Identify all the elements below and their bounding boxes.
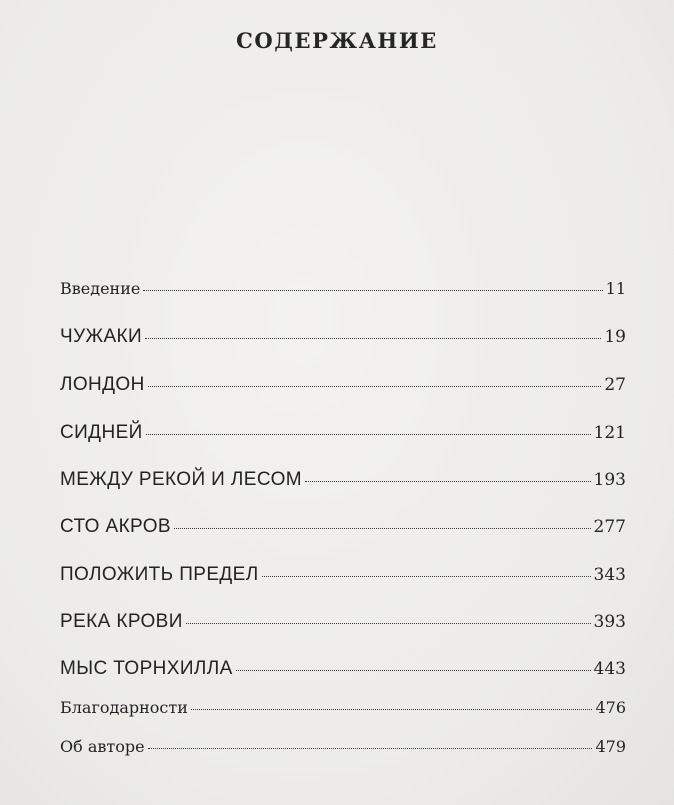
toc-entry-label: СТО АКРОВ: [60, 516, 171, 537]
toc-entry-page: 443: [593, 659, 626, 679]
toc-entry-label: ЛОНДОН: [60, 374, 145, 395]
toc-entry-set-a-limit: [60, 564, 626, 592]
dot-leader: [148, 736, 593, 752]
dot-leader: [148, 374, 602, 390]
toc-entry-page: 27: [604, 375, 626, 395]
toc-entry-label: ПОЛОЖИТЬ ПРЕДЕЛ: [60, 564, 259, 585]
toc-entry-river-of-blood: [60, 611, 626, 639]
toc-entry-page: 277: [593, 517, 626, 537]
dot-leader: [146, 422, 591, 438]
toc-entry-sydney: [60, 422, 626, 450]
toc-entry-page: 393: [593, 612, 626, 632]
toc-entry-label: ЧУЖАКИ: [60, 326, 143, 347]
toc-entry-page: 121: [593, 423, 626, 443]
toc-entry-page: 19: [604, 327, 626, 347]
toc-entry-thornhill-point: [60, 658, 626, 686]
toc-entry-page: 11: [605, 279, 626, 298]
dot-leader: [262, 564, 591, 580]
dot-leader: [236, 658, 591, 674]
toc-entry-acknowledgements: [60, 697, 626, 725]
dot-leader: [186, 611, 591, 627]
toc-entry-between-river-and-forest: [60, 469, 626, 497]
toc-entry-london: [60, 374, 626, 402]
toc-entry-label: РЕКА КРОВИ: [60, 611, 183, 632]
dot-leader: [174, 516, 591, 532]
toc-entry-introduction: [60, 278, 626, 306]
toc-entry-hundred-acres: [60, 516, 626, 544]
toc-entry-label: МЫС ТОРНХИЛЛА: [60, 658, 233, 679]
dot-leader: [191, 697, 593, 713]
toc-entry-label: МЕЖДУ РЕКОЙ И ЛЕСОМ: [60, 469, 302, 490]
toc-entry-page: 193: [593, 470, 626, 490]
dot-leader: [143, 278, 602, 294]
toc-entry-label: Об авторе: [60, 737, 145, 756]
dot-leader: [305, 469, 591, 485]
page-title: СОДЕРЖАНИЕ: [236, 28, 438, 53]
toc-entry-page: 343: [593, 565, 626, 585]
toc-entry-page: 479: [595, 737, 626, 756]
toc-entry-label: Благодарности: [60, 698, 188, 717]
toc-entry-page: 476: [595, 698, 626, 717]
toc-entry-label: СИДНЕЙ: [60, 422, 143, 443]
toc-entry-label: Введение: [60, 279, 141, 298]
toc-entry-chuzhaki: [60, 326, 626, 354]
toc-entry-about-author: [60, 736, 626, 764]
dot-leader: [145, 326, 601, 342]
